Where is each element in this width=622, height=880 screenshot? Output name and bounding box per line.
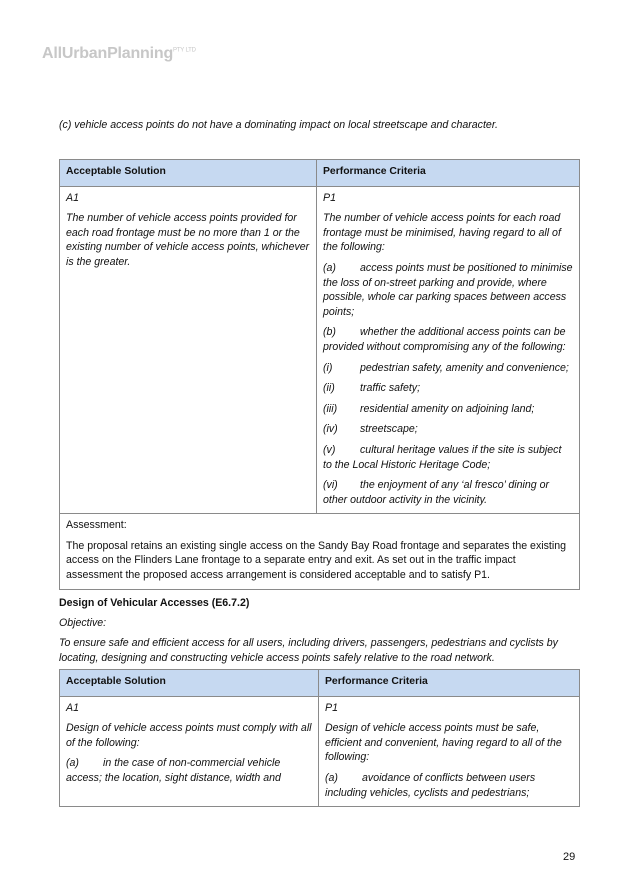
- assessment-cell: [60, 514, 580, 589]
- performance-criteria-header: Performance Criteria: [317, 160, 580, 187]
- criteria-item: (b) whether the additional access points can be provided without compromising any of the following:: [323, 326, 566, 353]
- solution-code: A1: [66, 701, 79, 714]
- solution-code: A1: [66, 191, 79, 204]
- acceptable-solution-cell: [60, 696, 319, 807]
- acceptable-solution-header: Acceptable Solution: [60, 160, 317, 187]
- criteria-item: (ii) traffic safety;: [323, 382, 421, 395]
- criteria-text: Design of vehicle access points must be safe, efficient and convenient, having regard to all of the following:: [325, 722, 562, 764]
- criteria-code: P1: [323, 191, 336, 204]
- section-heading: Design of Vehicular Accesses (E6.7.2): [59, 597, 250, 609]
- page-number: 29: [563, 851, 576, 863]
- criteria-item: (a) avoidance of conflicts between users including vehicles, cyclists and pedestrians;: [325, 771, 536, 799]
- intro-clause: (c) vehicle access points do not have a dominating impact on local streetscape and character.: [59, 119, 498, 131]
- objective-label: Objective:: [59, 617, 107, 629]
- assessment-label: Assessment:: [66, 519, 127, 532]
- solution-text: Design of vehicle access points must comply with all of the following:: [66, 722, 312, 749]
- criteria-text: The number of vehicle access points for each road frontage must be minimised, having regard to all of the following:: [323, 212, 561, 254]
- vehicular-access-design-table: [59, 669, 580, 807]
- company-logo: AllUrbanPlanning$^{PTY LTD}$: [42, 45, 196, 62]
- criteria-item: (iv) streetscape;: [323, 423, 418, 436]
- performance-criteria-cell: [319, 696, 580, 807]
- criteria-item: (vi) the enjoyment of any ‘al fresco’ dining or other outdoor activity in the vicinity.: [323, 479, 550, 506]
- access-points-table: [59, 159, 580, 590]
- performance-criteria-cell: [317, 186, 580, 514]
- criteria-item: (a) access points must be positioned to minimise the loss of on-street parking and provide, where possible, whole car parking spaces between access points;: [323, 261, 573, 318]
- performance-criteria-header: Performance Criteria: [319, 670, 580, 697]
- criteria-item: (v) cultural heritage values if the site is subject to the Local Historic Heritage Code;: [323, 443, 562, 471]
- solution-text: The number of vehicle access points provided for each road frontage must be no more than 1 or the existing number of vehicle access points, whichever is the greater.: [66, 212, 310, 268]
- assessment-text: The proposal retains an existing single access on the Sandy Bay Road frontage and separates the existing access on the Flinders Lane frontage to a separate entry and exit. As set out in the traffic impact assessment the proposed access arrangement is considered acceptable and to satisfy P1.: [66, 539, 566, 582]
- criteria-item: (i) pedestrian safety, amenity and convenience;: [323, 361, 569, 374]
- logo-mark: PTY LTD: [173, 47, 196, 54]
- criteria-code: P1: [325, 701, 338, 714]
- solution-item: (a) in the case of non-commercial vehicle access; the location, sight distance, width and: [66, 757, 281, 784]
- criteria-item: (iii) residential amenity on adjoining land;: [323, 402, 535, 415]
- objective-text: To ensure safe and efficient access for all users, including drivers, passengers, pedestrians and cyclists by locating, designing and constructing vehicle access points safely relative to the road network.: [59, 637, 558, 664]
- acceptable-solution-cell: [60, 186, 317, 514]
- acceptable-solution-header: Acceptable Solution: [60, 670, 319, 697]
